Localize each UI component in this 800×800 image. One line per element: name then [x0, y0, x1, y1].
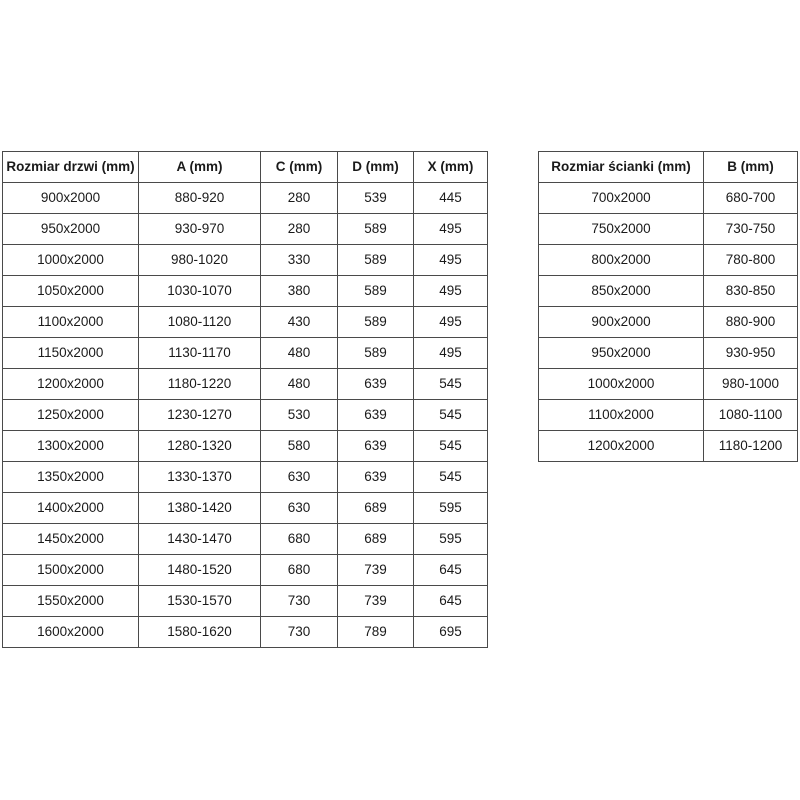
- table-cell: 695: [414, 617, 488, 648]
- table-cell: 1480-1520: [139, 555, 261, 586]
- table-cell: 1550x2000: [3, 586, 139, 617]
- table-cell: 645: [414, 586, 488, 617]
- table-cell: 1230-1270: [139, 400, 261, 431]
- table-row: [3, 586, 488, 617]
- column-header: Rozmiar ścianki (mm): [539, 152, 704, 183]
- table-cell: 645: [414, 555, 488, 586]
- table-row: [3, 245, 488, 276]
- table-cell: 445: [414, 183, 488, 214]
- table-cell: 430: [261, 307, 338, 338]
- table-cell: 495: [414, 307, 488, 338]
- table-cell: 880-900: [704, 307, 798, 338]
- table-cell: 380: [261, 276, 338, 307]
- table-cell: 639: [338, 369, 414, 400]
- table-cell: 1050x2000: [3, 276, 139, 307]
- table-cell: 689: [338, 493, 414, 524]
- table-cell: 739: [338, 555, 414, 586]
- table-cell: 700x2000: [539, 183, 704, 214]
- table-row: [3, 183, 488, 214]
- table-cell: 680: [261, 524, 338, 555]
- table-cell: 639: [338, 400, 414, 431]
- table-cell: 530: [261, 400, 338, 431]
- table-cell: 545: [414, 431, 488, 462]
- column-header: X (mm): [414, 152, 488, 183]
- table-cell: 495: [414, 338, 488, 369]
- table-cell: 545: [414, 400, 488, 431]
- table-row: [3, 338, 488, 369]
- table-cell: 1100x2000: [539, 400, 704, 431]
- table-cell: 639: [338, 431, 414, 462]
- table-row: [539, 245, 798, 276]
- table-row: [3, 617, 488, 648]
- table-cell: 830-850: [704, 276, 798, 307]
- table-cell: 680-700: [704, 183, 798, 214]
- table-cell: 630: [261, 462, 338, 493]
- table-cell: 589: [338, 276, 414, 307]
- table-cell: 1580-1620: [139, 617, 261, 648]
- table-cell: 950x2000: [3, 214, 139, 245]
- table-cell: 1530-1570: [139, 586, 261, 617]
- table-row: [3, 307, 488, 338]
- table-cell: 850x2000: [539, 276, 704, 307]
- table-row: [3, 524, 488, 555]
- table-cell: 680: [261, 555, 338, 586]
- table-row: [3, 493, 488, 524]
- column-header: A (mm): [139, 152, 261, 183]
- table-row: [539, 400, 798, 431]
- table-row: [3, 369, 488, 400]
- table-row: [3, 276, 488, 307]
- table-cell: 589: [338, 307, 414, 338]
- table-cell: 1000x2000: [3, 245, 139, 276]
- table-cell: 545: [414, 462, 488, 493]
- table-cell: 780-800: [704, 245, 798, 276]
- table-row: [3, 462, 488, 493]
- table-cell: 1500x2000: [3, 555, 139, 586]
- table-cell: 689: [338, 524, 414, 555]
- table-cell: 1130-1170: [139, 338, 261, 369]
- table-row: [539, 276, 798, 307]
- table-row: [3, 400, 488, 431]
- column-header: B (mm): [704, 152, 798, 183]
- table-row: [3, 214, 488, 245]
- table-cell: 950x2000: [539, 338, 704, 369]
- table-cell: 789: [338, 617, 414, 648]
- table-cell: 1350x2000: [3, 462, 139, 493]
- table-cell: 539: [338, 183, 414, 214]
- table-cell: 1180-1220: [139, 369, 261, 400]
- table-cell: 1450x2000: [3, 524, 139, 555]
- table-cell: 595: [414, 524, 488, 555]
- table-cell: 495: [414, 276, 488, 307]
- table-cell: 930-950: [704, 338, 798, 369]
- table-cell: 980-1000: [704, 369, 798, 400]
- table-cell: 639: [338, 462, 414, 493]
- table-cell: 280: [261, 183, 338, 214]
- table-cell: 1330-1370: [139, 462, 261, 493]
- table-cell: 730: [261, 617, 338, 648]
- table-row: [539, 338, 798, 369]
- table-cell: 1600x2000: [3, 617, 139, 648]
- table-cell: 595: [414, 493, 488, 524]
- table-cell: 580: [261, 431, 338, 462]
- table-cell: 900x2000: [3, 183, 139, 214]
- table-cell: 1300x2000: [3, 431, 139, 462]
- table-cell: 495: [414, 214, 488, 245]
- table-cell: 1200x2000: [539, 431, 704, 462]
- table-cell: 330: [261, 245, 338, 276]
- table-row: [539, 183, 798, 214]
- table-cell: 1080-1120: [139, 307, 261, 338]
- table-row: [539, 214, 798, 245]
- wall-panel-size-table: [538, 151, 798, 462]
- table-cell: 1100x2000: [3, 307, 139, 338]
- table-cell: 495: [414, 245, 488, 276]
- table-cell: 1380-1420: [139, 493, 261, 524]
- table-cell: 480: [261, 338, 338, 369]
- table-cell: 1250x2000: [3, 400, 139, 431]
- column-header: Rozmiar drzwi (mm): [3, 152, 139, 183]
- table-row: [3, 431, 488, 462]
- table-cell: 750x2000: [539, 214, 704, 245]
- table-cell: 980-1020: [139, 245, 261, 276]
- table-cell: 1200x2000: [3, 369, 139, 400]
- table-row: [539, 431, 798, 462]
- header-row: [3, 152, 488, 183]
- table-cell: 730-750: [704, 214, 798, 245]
- table-cell: 545: [414, 369, 488, 400]
- table-cell: 1150x2000: [3, 338, 139, 369]
- table-cell: 480: [261, 369, 338, 400]
- table-cell: 739: [338, 586, 414, 617]
- table-cell: 880-920: [139, 183, 261, 214]
- table-cell: 1030-1070: [139, 276, 261, 307]
- door-size-table: [2, 151, 488, 648]
- table-cell: 589: [338, 214, 414, 245]
- table-cell: 730: [261, 586, 338, 617]
- table-cell: 630: [261, 493, 338, 524]
- column-header: D (mm): [338, 152, 414, 183]
- table-cell: 1080-1100: [704, 400, 798, 431]
- table-row: [539, 307, 798, 338]
- table-cell: 1280-1320: [139, 431, 261, 462]
- table-cell: 589: [338, 245, 414, 276]
- table-cell: 930-970: [139, 214, 261, 245]
- column-header: C (mm): [261, 152, 338, 183]
- table-cell: 1400x2000: [3, 493, 139, 524]
- table-cell: 280: [261, 214, 338, 245]
- table-row: [3, 555, 488, 586]
- table-cell: 1180-1200: [704, 431, 798, 462]
- table-cell: 900x2000: [539, 307, 704, 338]
- table-cell: 1000x2000: [539, 369, 704, 400]
- table-cell: 589: [338, 338, 414, 369]
- header-row: [539, 152, 798, 183]
- table-cell: 800x2000: [539, 245, 704, 276]
- table-cell: 1430-1470: [139, 524, 261, 555]
- table-row: [539, 369, 798, 400]
